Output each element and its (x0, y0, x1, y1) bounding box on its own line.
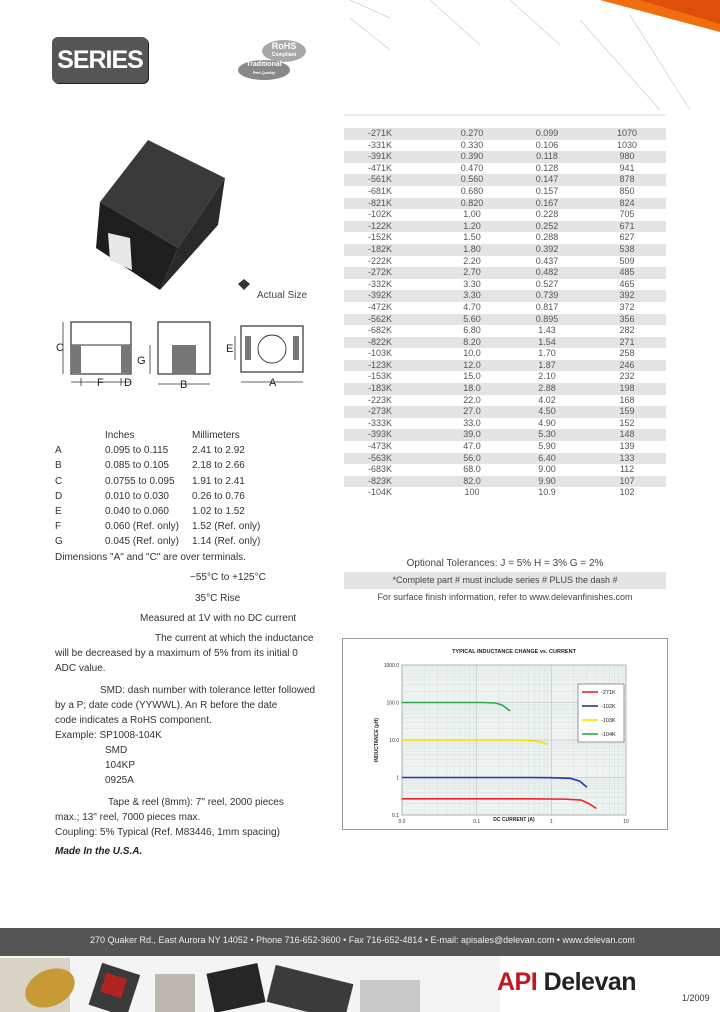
table-cell: 198 (619, 383, 635, 394)
table-cell: 0.106 (535, 139, 559, 150)
table-row (344, 429, 666, 441)
table-cell: -682K (368, 325, 393, 336)
table-cell: 9.90 (538, 475, 556, 486)
dims-cell: D (55, 490, 63, 502)
dimension-drawings (55, 312, 325, 400)
y-tick-label: 1 (396, 775, 399, 782)
inductor-photo (90, 130, 240, 292)
dims-cell: 1.14 (Ref. only) (192, 536, 261, 548)
dims-cell: B (55, 460, 62, 472)
table-row (344, 348, 666, 360)
table-cell: -393K (368, 429, 393, 440)
table-cell: 107 (619, 475, 635, 486)
dims-cell: 2.41 to 2.92 (192, 445, 245, 457)
packaging-line-1: Tape & reel (8mm): 7" reel, 2000 pieces (108, 797, 284, 808)
dims-note: Dimensions "A" and "C" are over terminals. (55, 551, 246, 563)
table-cell: 980 (619, 151, 635, 162)
table-cell: 878 (619, 174, 635, 185)
table-row (344, 371, 666, 383)
made-in-usa: Made In the U.S.A. (55, 846, 143, 857)
chart-ylabel: INDUCTANCE (µH) (374, 718, 380, 762)
dim-label-d: D (124, 377, 132, 389)
table-cell: 4.02 (538, 394, 556, 405)
dims-cell: E (55, 505, 62, 517)
table-cell: 705 (619, 209, 635, 220)
table-cell: 0.437 (535, 255, 559, 266)
table-cell: 0.820 (460, 197, 484, 208)
table-cell: 6.40 (538, 452, 556, 463)
actual-size-chip (236, 277, 252, 293)
table-cell: 33.0 (463, 417, 481, 428)
dims-cell: 0.26 to 0.76 (192, 490, 245, 502)
table-cell: 68.0 (463, 464, 481, 475)
table-row (344, 441, 666, 453)
table-cell: 509 (619, 255, 635, 266)
dims-row (55, 458, 260, 473)
table-cell: 2.88 (538, 383, 556, 394)
x-tick-label: 10 (623, 819, 629, 825)
traditional-logo (238, 60, 290, 80)
table-cell: 0.560 (460, 174, 484, 185)
table-row (344, 256, 666, 268)
table-cell: 168 (619, 394, 635, 405)
table-row (344, 360, 666, 372)
table-row (344, 476, 666, 488)
table-row (344, 487, 666, 499)
table-cell: 0.252 (535, 220, 559, 231)
table-row (344, 267, 666, 279)
table-cell: 0.128 (535, 162, 559, 173)
table-cell: 102 (619, 487, 635, 498)
table-cell: 0.390 (460, 151, 484, 162)
table-cell: 465 (619, 278, 635, 289)
table-cell: 258 (619, 348, 635, 359)
x-tick-label: 0.1 (473, 819, 481, 825)
table-cell: 538 (619, 243, 635, 254)
table-cell: 0.157 (535, 185, 559, 196)
table-cell: 2.70 (463, 267, 481, 278)
orange-corner-decor (600, 0, 720, 62)
dims-row (55, 519, 260, 534)
table-cell: -681K (368, 185, 393, 196)
table-cell: -272K (368, 267, 393, 278)
footer-contact: 270 Quaker Rd., East Aurora NY 14052 • Phone 716-652-3600 • Fax 716-652-4814 • E-mail: apisales@delevan.com • www.delevan.com (90, 935, 635, 945)
table-cell: 2.20 (463, 255, 481, 266)
dims-row (55, 489, 260, 504)
table-cell: -223K (368, 394, 393, 405)
marking-line-1: SMD: dash number with tolerance letter followed (100, 685, 316, 696)
coupling-note: Coupling: 5% Typical (Ref. M83446, 1mm spacing) (55, 827, 280, 838)
table-cell: 1.54 (538, 336, 556, 347)
temp-rise: 35°C Rise (195, 593, 241, 604)
table-row (344, 383, 666, 395)
table-cell: 0.482 (535, 267, 559, 278)
table-row (344, 406, 666, 418)
table-cell: -122K (368, 220, 393, 231)
chart-title: TYPICAL INDUCTANCE CHANGE vs. CURRENT (452, 649, 576, 655)
marking-line-3: code indicates a RoHS component. (55, 715, 212, 726)
dims-cell: A (55, 445, 62, 457)
table-cell: 0.330 (460, 139, 484, 150)
table-cell: 22.0 (463, 394, 481, 405)
table-cell: 139 (619, 441, 635, 452)
table-cell: 0.680 (460, 185, 484, 196)
table-cell: 850 (619, 185, 635, 196)
dim-label-f: F (97, 377, 104, 389)
table-row (344, 314, 666, 326)
table-cell: 159 (619, 406, 635, 417)
legend-label: -103K (601, 718, 616, 724)
table-cell: 0.167 (535, 197, 559, 208)
table-cell: -391K (368, 151, 393, 162)
table-cell: 56.0 (463, 452, 481, 463)
legend-label: -271K (601, 690, 616, 696)
table-cell: -561K (368, 174, 393, 185)
table-cell: 356 (619, 313, 635, 324)
dims-cell: G (55, 536, 63, 548)
dims-cell: 0.085 to 0.105 (105, 460, 169, 472)
table-cell: 0.470 (460, 162, 484, 173)
revision-date: 1/2009 (682, 993, 710, 1003)
table-cell: 100 (464, 487, 480, 498)
dims-cell: 0.0755 to 0.095 (105, 475, 175, 487)
table-cell: 5.30 (538, 429, 556, 440)
current-line-1: The current at which the inductance (155, 633, 314, 644)
legend-label: -102K (601, 704, 616, 710)
inductance-chart (342, 638, 668, 830)
marking-line-2: by a P; date code (YYWWL). An R before the date (55, 700, 278, 711)
table-cell: 627 (619, 232, 635, 243)
table-cell: -152K (368, 232, 393, 243)
marking-example-3: 0925A (105, 775, 134, 786)
table-row (344, 128, 666, 140)
table-cell: 0.118 (536, 151, 558, 162)
table-row (344, 453, 666, 465)
table-cell: 18.0 (463, 383, 481, 394)
dim-label-g: G (137, 355, 146, 367)
table-row (344, 244, 666, 256)
table-row (344, 290, 666, 302)
table-cell: 5.90 (538, 441, 556, 452)
table-cell: -472K (368, 301, 393, 312)
table-cell: 1.87 (538, 359, 556, 370)
table-cell: -271K (368, 128, 393, 138)
dim-label-e: E (226, 343, 234, 355)
table-cell: 2.10 (538, 371, 556, 382)
electrical-table (344, 128, 666, 499)
table-cell: 4.70 (463, 301, 481, 312)
table-cell: -153K (368, 371, 393, 382)
table-cell: 15.0 (463, 371, 481, 382)
table-cell: 12.0 (463, 359, 481, 370)
table-cell: 0.895 (535, 313, 559, 324)
table-cell: 0.147 (535, 174, 559, 185)
table-cell: 941 (619, 162, 635, 173)
series-badge: SERIES (52, 37, 148, 83)
table-row (344, 418, 666, 430)
table-cell: 671 (619, 220, 635, 231)
dims-cell: 0.095 to 0.115 (105, 445, 169, 457)
table-row (344, 325, 666, 337)
table-cell: 1030 (616, 139, 638, 150)
table-cell: 9.00 (538, 464, 556, 475)
table-cell: 485 (619, 267, 635, 278)
table-cell: 1.70 (538, 348, 556, 359)
table-cell: 6.80 (463, 325, 481, 336)
table-cell: 27.0 (463, 406, 481, 417)
temp-range: −55°C to +125°C (190, 572, 266, 583)
legend-label: -104K (601, 732, 616, 738)
dims-cell: 0.060 (Ref. only) (105, 521, 179, 533)
table-row (344, 337, 666, 349)
y-tick-label: 1000.0 (383, 663, 399, 669)
brand-api: API (497, 968, 538, 996)
table-cell: 0.228 (535, 209, 559, 220)
table-cell: 372 (619, 301, 635, 312)
dims-cell: C (55, 475, 63, 487)
table-cell: -392K (368, 290, 393, 301)
actual-size-label: Actual Size (257, 290, 308, 301)
dims-cell: F (55, 521, 62, 533)
dims-row (55, 474, 260, 489)
traditional-text: Traditional (246, 61, 282, 68)
table-cell: 1.43 (538, 325, 556, 336)
table-cell: -333K (368, 417, 393, 428)
dims-row (55, 504, 260, 519)
complete-part-note: *Complete part # must include series # PLUS the dash # (344, 572, 666, 589)
y-tick-label: 10.0 (389, 738, 399, 744)
x-tick-label: 0.0 (398, 819, 406, 825)
table-cell: 824 (619, 197, 635, 208)
table-row (344, 209, 666, 221)
dims-cell: 1.52 (Ref. only) (192, 521, 261, 533)
api-delevan-logo (497, 968, 636, 997)
y-tick-label: 100.0 (386, 700, 399, 707)
table-cell: -471K (368, 162, 393, 173)
table-row (344, 186, 666, 198)
table-row (344, 464, 666, 476)
table-cell: 0.527 (535, 278, 559, 289)
traditional-subtext: Part Quality (252, 70, 276, 75)
dim-label-c: C (56, 342, 64, 354)
table-cell: -273K (368, 406, 393, 417)
table-cell: -103K (368, 348, 393, 359)
table-cell: 4.90 (538, 417, 556, 428)
tolerances-line: Optional Tolerances: J = 5% H = 3% G = 2% (406, 558, 604, 569)
measured-note: Measured at 1V with no DC current (140, 613, 297, 624)
dims-cell: 1.02 to 1.52 (192, 505, 245, 517)
table-cell: 1.00 (463, 209, 481, 220)
table-cell: 271 (619, 336, 635, 347)
dim-label-b: B (180, 379, 188, 391)
table-row (344, 279, 666, 291)
table-cell: 148 (619, 429, 635, 440)
table-cell: -102K (368, 209, 393, 220)
table-cell: 8.20 (463, 336, 481, 347)
table-cell: 3.30 (463, 290, 481, 301)
current-line-3: ADC value. (55, 663, 106, 674)
table-cell: 82.0 (463, 475, 481, 486)
table-row (344, 174, 666, 186)
packaging-line-2: max.; 13" reel, 7000 pieces max. (55, 812, 201, 823)
table-cell: 0.099 (535, 128, 559, 138)
marking-example: Example: SP1008-104K (55, 730, 162, 741)
table-cell: -821K (368, 197, 393, 208)
dim-label-a: A (269, 377, 277, 389)
table-row (344, 140, 666, 152)
rohs-subtext: Compliant (271, 52, 297, 58)
dims-cell: 0.045 (Ref. only) (105, 536, 179, 548)
table-cell: -183K (368, 383, 393, 394)
table-cell: 0.739 (535, 290, 559, 301)
table-cell: 246 (619, 359, 635, 370)
x-tick-label: 1 (549, 819, 553, 825)
table-cell: 0.288 (535, 232, 559, 243)
marking-example-1: SMD (105, 745, 128, 756)
table-cell: -823K (368, 475, 393, 486)
rohs-text: RoHS (271, 41, 297, 51)
dims-row (55, 534, 260, 549)
table-cell: 1.50 (463, 232, 481, 243)
table-cell: -822K (368, 336, 393, 347)
table-row (344, 163, 666, 175)
table-cell: -331K (368, 139, 393, 150)
dims-cell: 0.040 to 0.060 (105, 505, 169, 517)
marking-example-2: 104KP (105, 760, 136, 771)
current-line-2: will be decreased by a maximum of 5% from its initial 0 (55, 648, 298, 659)
table-row (344, 395, 666, 407)
table-cell: 112 (619, 464, 635, 475)
table-cell: 47.0 (463, 441, 481, 452)
table-cell: -332K (368, 278, 393, 289)
table-row (344, 221, 666, 233)
dims-cell: 0.010 to 0.030 (105, 490, 169, 502)
table-row (344, 232, 666, 244)
table-cell: 10.0 (463, 348, 481, 359)
table-cell: 133 (619, 452, 635, 463)
table-cell: 0.392 (535, 243, 559, 254)
table-row (344, 198, 666, 210)
table-row (344, 151, 666, 163)
dims-header-mm: Millimeters (192, 430, 240, 441)
table-cell: -104K (368, 487, 393, 498)
dims-row (55, 443, 260, 458)
dims-cell: 1.91 to 2.41 (192, 475, 245, 487)
table-cell: -563K (368, 452, 393, 463)
table-cell: -222K (368, 255, 393, 266)
table-cell: 0.817 (535, 301, 559, 312)
rohs-logo (262, 40, 306, 62)
table-cell: 282 (619, 325, 635, 336)
table-cell: 1.20 (463, 220, 481, 231)
table-cell: 152 (619, 417, 635, 428)
table-row (344, 302, 666, 314)
table-cell: 3.30 (463, 278, 481, 289)
table-cell: -182K (368, 243, 393, 254)
dimensions-table (55, 428, 260, 565)
table-cell: 4.50 (538, 406, 556, 417)
table-cell: -123K (368, 359, 393, 370)
brand-delevan: Delevan (543, 968, 637, 996)
table-cell: 10.9 (538, 487, 556, 498)
table-cell: 392 (619, 290, 635, 301)
dims-header-inches: Inches (105, 430, 135, 441)
y-tick-label: 0.1 (392, 813, 399, 819)
tolerances-box (344, 555, 666, 606)
table-cell: 232 (619, 371, 635, 382)
table-cell: -473K (368, 441, 393, 452)
table-cell: 1.80 (463, 243, 481, 254)
table-cell: 1070 (616, 128, 638, 138)
table-cell: -683K (368, 464, 393, 475)
table-cell: -562K (368, 313, 393, 324)
finish-info-note: For surface finish information, refer to www.delevanfinishes.com (377, 592, 633, 602)
table-cell: 39.0 (463, 429, 481, 440)
table-cell: 0.270 (460, 128, 484, 138)
dims-cell: 2.18 to 2.66 (192, 460, 245, 472)
chart-xlabel: DC CURRENT (A) (493, 817, 535, 823)
table-cell: 5.60 (463, 313, 481, 324)
